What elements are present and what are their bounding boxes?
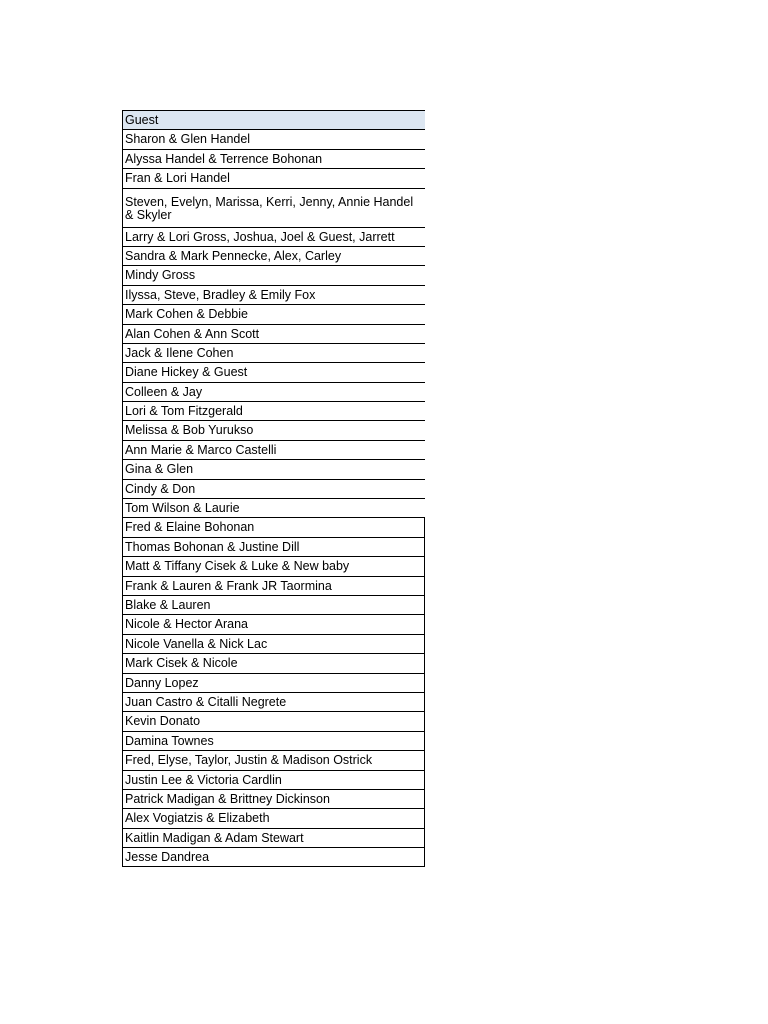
- table-row: Nicole Vanella & Nick Lac: [123, 635, 425, 654]
- table-row: Juan Castro & Citalli Negrete: [123, 693, 425, 712]
- table-row: Patrick Madigan & Brittney Dickinson: [123, 790, 425, 809]
- table-row: Tom Wilson & Laurie: [123, 499, 425, 518]
- table-row: Alyssa Handel & Terrence Bohonan: [123, 150, 425, 169]
- table-row: Fran & Lori Handel: [123, 169, 425, 188]
- table-row: Jesse Dandrea: [123, 848, 425, 867]
- table-row: Alex Vogiatzis & Elizabeth: [123, 809, 425, 828]
- table-row: Fred & Elaine Bohonan: [123, 518, 425, 537]
- table-row: Blake & Lauren: [123, 596, 425, 615]
- table-row: Ilyssa, Steve, Bradley & Emily Fox: [123, 286, 425, 305]
- table-row: Kaitlin Madigan & Adam Stewart: [123, 829, 425, 848]
- table-row: Nicole & Hector Arana: [123, 615, 425, 634]
- guest-table: [122, 110, 425, 867]
- table-row: Alan Cohen & Ann Scott: [123, 325, 425, 344]
- column-header-guest: Guest: [123, 111, 425, 130]
- table-row: Diane Hickey & Guest: [123, 363, 425, 382]
- table-row: Gina & Glen: [123, 460, 425, 479]
- table-row: Steven, Evelyn, Marissa, Kerri, Jenny, Annie Handel & Skyler: [123, 189, 425, 228]
- table-row: Kevin Donato: [123, 712, 425, 731]
- table-row: Mark Cisek & Nicole: [123, 654, 425, 673]
- table-row: Mark Cohen & Debbie: [123, 305, 425, 324]
- table-row: Ann Marie & Marco Castelli: [123, 441, 425, 460]
- table-row: Melissa & Bob Yurukso: [123, 421, 425, 440]
- table-row: Jack & Ilene Cohen: [123, 344, 425, 363]
- table-row: Fred, Elyse, Taylor, Justin & Madison Ostrick: [123, 751, 425, 770]
- table-row: Mindy Gross: [123, 266, 425, 285]
- table-row: Larry & Lori Gross, Joshua, Joel & Guest, Jarrett: [123, 228, 425, 247]
- table-row: Frank & Lauren & Frank JR Taormina: [123, 577, 425, 596]
- table-row: Justin Lee & Victoria Cardlin: [123, 771, 425, 790]
- table-row: Lori & Tom Fitzgerald: [123, 402, 425, 421]
- table-row: Sandra & Mark Pennecke, Alex, Carley: [123, 247, 425, 266]
- table-row: Sharon & Glen Handel: [123, 130, 425, 149]
- table-row: Cindy & Don: [123, 480, 425, 499]
- table-row: Colleen & Jay: [123, 383, 425, 402]
- table-row: Damina Townes: [123, 732, 425, 751]
- table-row: Matt & Tiffany Cisek & Luke & New baby: [123, 557, 425, 576]
- table-row: Thomas Bohonan & Justine Dill: [123, 538, 425, 557]
- table-row: Danny Lopez: [123, 674, 425, 693]
